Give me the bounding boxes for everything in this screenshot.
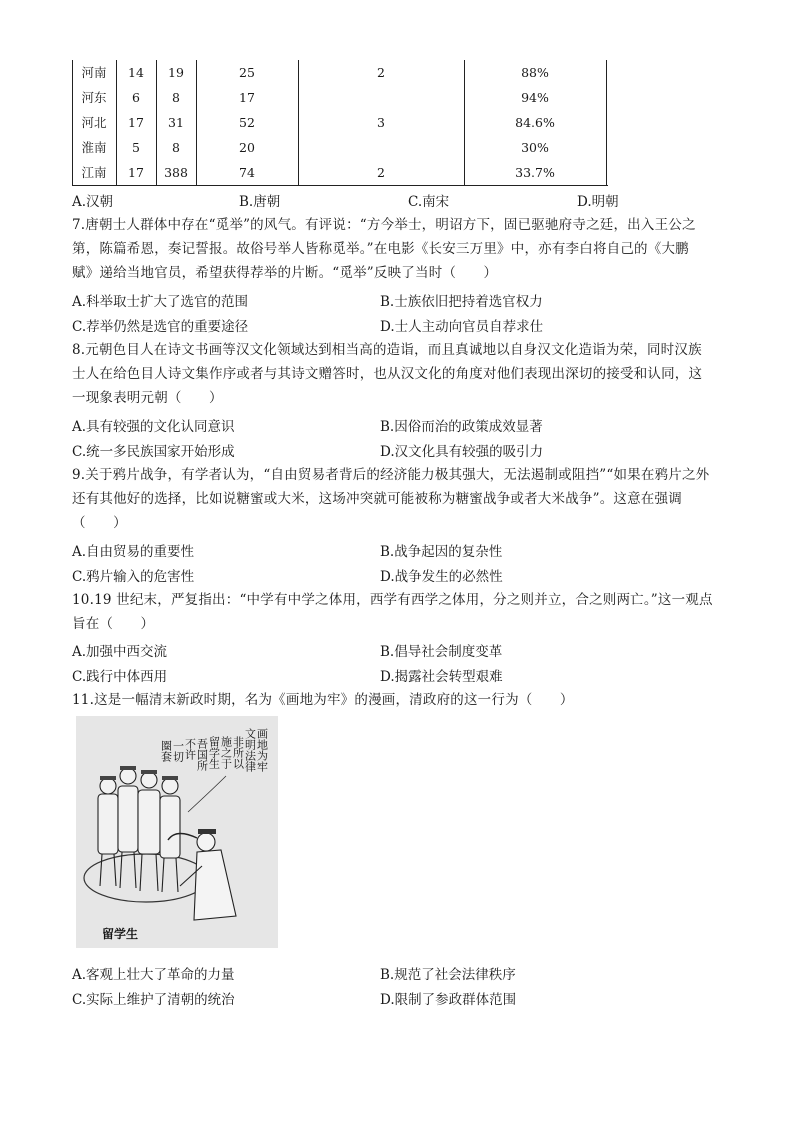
table-cell: 14 bbox=[128, 65, 144, 80]
q10-line: 旨在（ ） bbox=[72, 616, 155, 632]
q8-line: 一现象表明元朝（ ） bbox=[72, 390, 223, 406]
cartoon-inscription: 施之于 bbox=[219, 736, 233, 769]
table-cell: 31 bbox=[168, 115, 184, 130]
q7-option-a[interactable]: A.科举取士扩大了选官的范围 bbox=[72, 294, 249, 310]
data-table bbox=[72, 60, 608, 186]
cartoon-inscription: 画地为牢 bbox=[255, 728, 269, 772]
table-cell: 17 bbox=[128, 165, 144, 180]
table-cell: 6 bbox=[132, 90, 140, 105]
q7-stem bbox=[72, 213, 727, 285]
q9-line: 9.关于鸦片战争，有学者认为，“自由贸易者背后的经济能力极其强大，无法遏制或阻挡”“如果在鸦片之外 bbox=[72, 467, 710, 483]
q9-option-d[interactable]: D.战争发生的必然性 bbox=[380, 569, 503, 585]
table-cell: 20 bbox=[239, 140, 255, 155]
cartoon-inscription: 圈套 bbox=[159, 740, 173, 762]
q6-option-d[interactable]: D.明朝 bbox=[577, 194, 619, 210]
cartoon-caption: 留学生 bbox=[102, 927, 139, 941]
q7-option-d[interactable]: D.士人主动向官员自荐求仕 bbox=[380, 319, 544, 335]
q7-line: 7.唐朝士人群体中存在“觅举”的风气。有评说：“方今举士，明诏方下，固已驱驰府寺之廷，出入王公之 bbox=[72, 217, 696, 233]
table-cell: 5 bbox=[132, 140, 140, 155]
table-cell: 8 bbox=[172, 90, 180, 105]
table-cell: 19 bbox=[168, 65, 184, 80]
table-cell-region: 河南 bbox=[81, 65, 107, 80]
q9-line: （ ） bbox=[72, 515, 127, 531]
q7-option-c[interactable]: C.荐举仍然是选官的重要途径 bbox=[72, 319, 249, 335]
q11-option-b[interactable]: B.规范了社会法律秩序 bbox=[380, 967, 516, 983]
table-cell bbox=[298, 135, 464, 160]
q10-option-d[interactable]: D.揭露社会转型艰难 bbox=[380, 669, 503, 685]
table-cell: 30% bbox=[521, 140, 549, 155]
q9-option-a[interactable]: A.自由贸易的重要性 bbox=[72, 544, 195, 560]
q8-option-d[interactable]: D.汉文化具有较强的吸引力 bbox=[380, 444, 544, 460]
q8-option-b[interactable]: B.因俗而治的政策成效显著 bbox=[380, 419, 543, 435]
q10-option-c[interactable]: C.践行中体西用 bbox=[72, 669, 168, 685]
table-cell: 94% bbox=[521, 90, 549, 105]
table-cell: 52 bbox=[239, 115, 255, 130]
table-cell: 84.6% bbox=[515, 115, 555, 130]
q9-option-c[interactable]: C.鸦片输入的危害性 bbox=[72, 569, 195, 585]
q11-option-a[interactable]: A.客观上壮大了革命的力量 bbox=[72, 967, 235, 983]
table-cell: 388 bbox=[164, 165, 188, 180]
table-cell bbox=[298, 85, 464, 110]
q10-line: 10.19 世纪末，严复指出：“中学有中学之体用，西学有西学之体用，分之则并立，合之则两亡。”这一观点 bbox=[72, 592, 713, 608]
q7-line: 第，陈篇希恩，奏记誓报。故俗号举人皆称觅举。”在电影《长安三万里》中，亦有李白将自己的《大鹏 bbox=[72, 241, 689, 257]
cartoon-inscription: 不许 bbox=[183, 738, 197, 760]
table-cell: 17 bbox=[239, 90, 255, 105]
q11-option-c[interactable]: C.实际上维护了清朝的统治 bbox=[72, 992, 235, 1008]
table-cell: 88% bbox=[521, 65, 549, 80]
table-cell: 74 bbox=[239, 165, 255, 180]
q9-line: 还有其他好的选择，比如说糖蜜或大米，这场冲突就可能被称为糖蜜战争或者大米战争”。这意在强调 bbox=[72, 491, 682, 507]
cartoon-inscription: 非所以 bbox=[231, 736, 245, 769]
q9-option-b[interactable]: B.战争起因的复杂性 bbox=[380, 544, 503, 560]
cartoon-inscription: 文明法律 bbox=[243, 728, 257, 772]
table-cell-region: 河北 bbox=[81, 115, 107, 130]
table-cell: 25 bbox=[239, 65, 255, 80]
cartoon-inscription: 吾国所 bbox=[195, 738, 209, 771]
cartoon-inscription: 一切 bbox=[171, 740, 185, 762]
q8-line: 士人在给色目人诗文集作序或者与其诗文赠答时，也从汉文化的角度对他们表现出深切的接受和认同，这 bbox=[72, 366, 703, 382]
table-cell-region: 淮南 bbox=[81, 140, 107, 155]
q11-line: 11.这是一幅清末新政时期，名为《画地为牢》的漫画，清政府的这一行为（ ） bbox=[72, 692, 574, 708]
q8-option-a[interactable]: A.具有较强的文化认同意识 bbox=[72, 419, 235, 435]
q8-option-c[interactable]: C.统一多民族国家开始形成 bbox=[72, 444, 235, 460]
q7-option-b[interactable]: B.士族依旧把持着选官权力 bbox=[380, 294, 543, 310]
table-cell: 33.7% bbox=[515, 165, 555, 180]
q10-stem bbox=[72, 588, 727, 636]
table-cell: 8 bbox=[172, 140, 180, 155]
q6-option-a[interactable]: A.汉朝 bbox=[72, 194, 114, 210]
q11-stem bbox=[72, 688, 727, 712]
cartoon-image bbox=[76, 716, 278, 948]
table-cell-region: 江南 bbox=[81, 165, 107, 180]
q11-option-d[interactable]: D.限制了参政群体范围 bbox=[380, 992, 517, 1008]
table-cell: 3 bbox=[377, 115, 385, 130]
q7-line: 赋》递给当地官员，希望获得荐举的片断。“觅举”反映了当时（ ） bbox=[72, 265, 498, 281]
table-cell: 17 bbox=[128, 115, 144, 130]
table-cell: 2 bbox=[377, 65, 385, 80]
q6-option-b[interactable]: B.唐朝 bbox=[239, 194, 281, 210]
q9-stem bbox=[72, 463, 727, 535]
q10-option-a[interactable]: A.加强中西交流 bbox=[72, 644, 168, 660]
cartoon-inscription: 留学生 bbox=[207, 736, 221, 769]
q6-option-c[interactable]: C.南宋 bbox=[408, 194, 450, 210]
q8-stem bbox=[72, 338, 727, 410]
table-cell-region: 河东 bbox=[81, 90, 107, 105]
q8-line: 8.元朝色目人在诗文书画等汉文化领域达到相当高的造诣，而且真诚地以自身汉文化造诣为荣，同时汉族 bbox=[72, 342, 702, 358]
q10-option-b[interactable]: B.倡导社会制度变革 bbox=[380, 644, 503, 660]
table-cell: 2 bbox=[377, 165, 385, 180]
